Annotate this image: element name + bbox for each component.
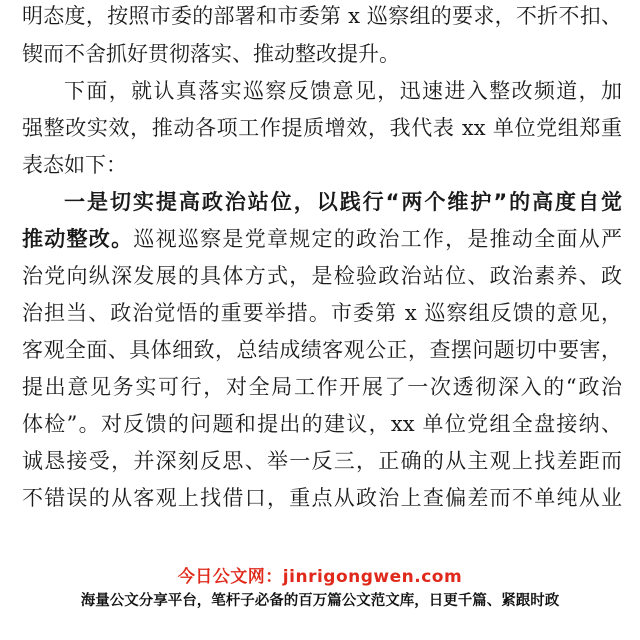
body-line-6	[22, 225, 622, 253]
footer-slogan: 海量公文分享平台，笔杆子必备的百万篇公文范文库，日更千篇、紧跟时政	[80, 593, 560, 609]
body-line-10: 提出意见务实可行，对全局工作开展了一次透彻深入的“政治	[22, 375, 622, 399]
body-line-7: 治党向纵深发展的具体方式，是检验政治站位、政治素养、政	[22, 264, 622, 288]
body-line-3: 下面，就认真落实巡察反馈意见，迅速进入整改频道，加	[64, 79, 622, 103]
body-line-13: 不错误的从客观上找借口，重点从政治上查偏差而不单纯从业	[22, 486, 622, 510]
body-line-2: 锲而不舍抓好贯彻落实、推动整改提升。	[22, 42, 400, 66]
body-line-9: 客观全面、具体细致，总结成绩客观公正，查摆问题切中要害，	[22, 338, 622, 362]
body-line-4: 强整改实效，推动各项工作提质增效，我代表 xx 单位党组郑重	[22, 116, 622, 140]
body-line-8: 治担当、政治觉悟的重要举措。市委第 x 巡察组反馈的意见，	[22, 301, 622, 325]
footer-brand-link[interactable]: 今日公文网：jinrigongwen.com	[177, 567, 463, 587]
body-line-6-text: 巡视巡察是党章规定的政治工作，是推动全面从严	[133, 227, 623, 251]
body-line-5: 表态如下：	[22, 153, 127, 177]
section-heading-line: 一是切实提高政治站位，以践行“两个维护”的高度自觉	[64, 190, 622, 214]
body-line-11: 体检”。对反馈的问题和提出的建议，xx 单位党组全盘接纳、	[22, 412, 622, 436]
section-heading-tail: 推动整改。	[22, 227, 134, 251]
body-line-1: 明态度，按照市委的部署和市委第 x 巡察组的要求，不折不扣、	[22, 4, 622, 28]
body-line-12: 诚恳接受，并深刻反思、举一反三，正确的从主观上找差距而	[22, 449, 622, 473]
